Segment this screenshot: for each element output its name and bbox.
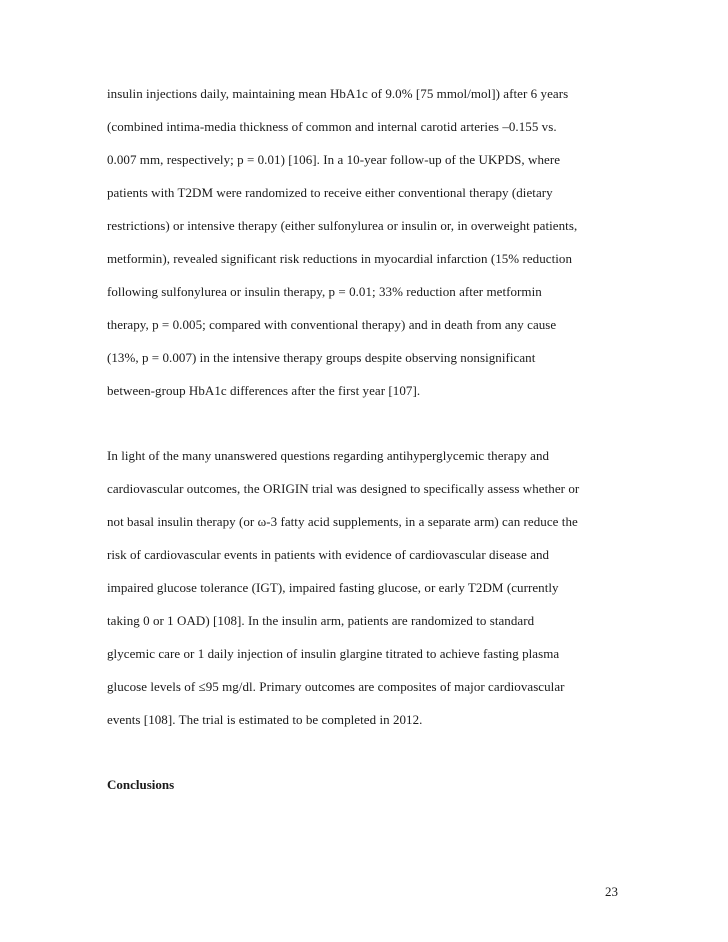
text-line: between-group HbA1c differences after the first year [107]. <box>107 383 421 398</box>
text-line: impaired glucose tolerance (IGT), impaired fasting glucose, or early T2DM (currently <box>107 580 559 595</box>
text-line: risk of cardiovascular events in patients with evidence of cardiovascular disease and <box>107 547 550 562</box>
text-line: glucose levels of ≤95 mg/dl. Primary outcomes are composites of major cardiovascular <box>107 679 565 694</box>
text-line: patients with T2DM were randomized to receive either conventional therapy (dietary <box>107 185 553 200</box>
text-line: glycemic care or 1 daily injection of insulin glargine titrated to achieve fasting plasma <box>107 646 560 661</box>
text-line: (13%, p = 0.007) in the intensive therapy groups despite observing nonsignificant <box>107 350 536 365</box>
text-line: (combined intima-media thickness of common and internal carotid arteries –0.155 vs. <box>107 119 557 134</box>
text-line: following sulfonylurea or insulin therapy, p = 0.01; 33% reduction after metformin <box>107 284 542 299</box>
text-line: insulin injections daily, maintaining mean HbA1c of 9.0% [75 mmol/mol]) after 6 years <box>107 86 569 101</box>
text-line: restrictions) or intensive therapy (either sulfonylurea or insulin or, in overweight patients, <box>107 218 578 233</box>
text-line: cardiovascular outcomes, the ORIGIN trial was designed to specifically assess whether or <box>107 481 580 496</box>
text-line: events [108]. The trial is estimated to be completed in 2012. <box>107 712 423 727</box>
text-line: therapy, p = 0.005; compared with conventional therapy) and in death from any cause <box>107 317 557 332</box>
page-number: 23 <box>605 884 618 899</box>
text-line: not basal insulin therapy (or ω-3 fatty acid supplements, in a separate arm) can reduce the <box>107 514 578 529</box>
text-line: metformin), revealed significant risk reductions in myocardial infarction (15% reduction <box>107 251 573 266</box>
text-line: 0.007 mm, respectively; p = 0.01) [106]. In a 10-year follow-up of the UKPDS, where <box>107 152 561 167</box>
section-heading: Conclusions <box>107 777 175 792</box>
text-line: taking 0 or 1 OAD) [108]. In the insulin arm, patients are randomized to standard <box>107 613 535 628</box>
text-line: In light of the many unanswered questions regarding antihyperglycemic therapy and <box>107 448 550 463</box>
